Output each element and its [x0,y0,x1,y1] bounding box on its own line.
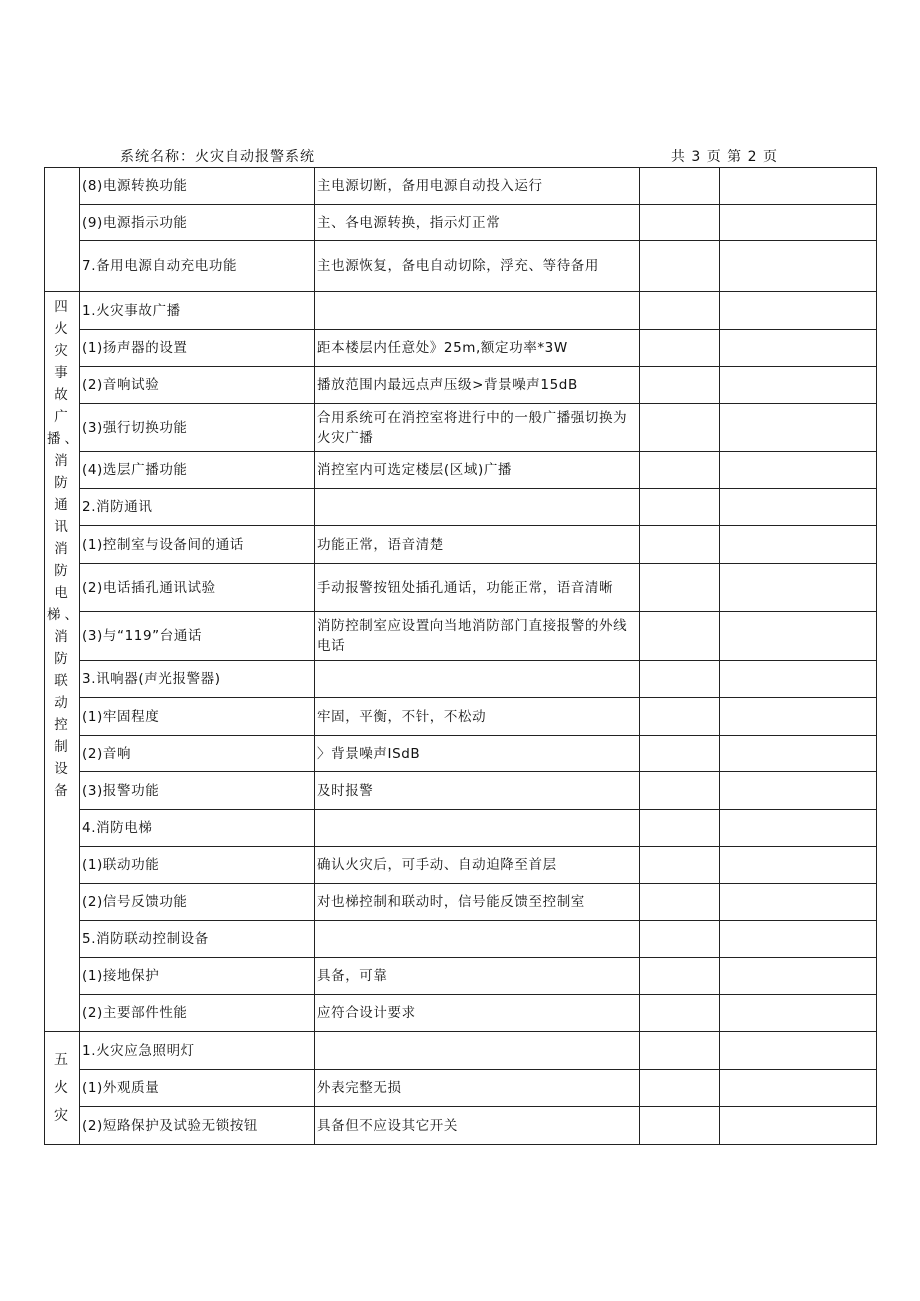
requirement-cell: 手动报警按钮处插孔通话，功能正常，语音清晰 [315,564,640,612]
table-row [45,1032,877,1070]
item-cell: (1)扬声器的设置 [80,330,315,367]
remark-cell[interactable] [720,810,877,847]
result-cell[interactable] [640,736,720,772]
remark-cell[interactable] [720,698,877,736]
item-cell: (1)接地保护 [80,958,315,995]
section-4-label: 四火灾事故广播、消防通讯消防电梯、消防联动控制设备 [47,299,82,799]
table-row [45,330,877,367]
requirement-cell: 具备但不应设其它开关 [315,1107,640,1145]
result-cell[interactable] [640,452,720,489]
requirement-cell: 播放范围内最远点声压级>背景噪声15dB [315,367,640,404]
result-cell[interactable] [640,661,720,698]
remark-cell[interactable] [720,736,877,772]
item-cell: (2)主要部件性能 [80,995,315,1032]
requirement-cell: 牢固，平衡，不针，不松动 [315,698,640,736]
result-cell[interactable] [640,241,720,292]
remark-cell[interactable] [720,1107,877,1145]
requirement-cell: 消控室内可选定楼层(区域)广播 [315,452,640,489]
item-cell: 1.火灾应急照明灯 [80,1032,315,1070]
item-cell: (3)强行切换功能 [80,404,315,452]
requirement-cell: 主电源切断，备用电源自动投入运行 [315,168,640,205]
result-cell[interactable] [640,847,720,884]
inspection-table [44,167,877,1145]
requirement-cell: 主、各电源转换，指示灯正常 [315,205,640,241]
remark-cell[interactable] [720,921,877,958]
item-cell: 1.火灾事故广播 [80,292,315,330]
requirement-cell: 应符合设计要求 [315,995,640,1032]
remark-cell[interactable] [720,526,877,564]
section-4-cell [45,292,80,1032]
remark-cell[interactable] [720,958,877,995]
result-cell[interactable] [640,292,720,330]
requirement-cell: 消防控制室应设置向当地消防部门直接报警的外线电话 [315,612,640,661]
remark-cell[interactable] [720,661,877,698]
requirement-cell: 距本楼层内任意处》25m,额定功率*3W [315,330,640,367]
result-cell[interactable] [640,489,720,526]
result-cell[interactable] [640,612,720,661]
remark-cell[interactable] [720,367,877,404]
remark-cell[interactable] [720,772,877,810]
remark-cell[interactable] [720,489,877,526]
item-cell: (2)音响试验 [80,367,315,404]
requirement-cell [315,1032,640,1070]
table-row [45,921,877,958]
item-cell: (2)电话插孔通讯试验 [80,564,315,612]
table-row [45,1070,877,1107]
item-cell: (2)音响 [80,736,315,772]
result-cell[interactable] [640,995,720,1032]
table-row [45,526,877,564]
remark-cell[interactable] [720,995,877,1032]
item-cell: (4)选层广播功能 [80,452,315,489]
table-row [45,736,877,772]
item-cell: (3)报警功能 [80,772,315,810]
item-cell: (2)短路保护及试验无锁按钮 [80,1107,315,1145]
requirement-cell: 功能正常，语音清楚 [315,526,640,564]
remark-cell[interactable] [720,168,877,205]
requirement-cell [315,921,640,958]
result-cell[interactable] [640,698,720,736]
remark-cell[interactable] [720,404,877,452]
table-row [45,367,877,404]
result-cell[interactable] [640,330,720,367]
table-row [45,489,877,526]
table-row [45,1107,877,1145]
requirement-cell: 及时报警 [315,772,640,810]
table-row [45,772,877,810]
result-cell[interactable] [640,958,720,995]
remark-cell[interactable] [720,884,877,921]
requirement-cell [315,661,640,698]
table-row [45,452,877,489]
remark-cell[interactable] [720,292,877,330]
item-cell: 3.讯响器(声光报警器) [80,661,315,698]
result-cell[interactable] [640,921,720,958]
remark-cell[interactable] [720,241,877,292]
table-row [45,810,877,847]
result-cell[interactable] [640,205,720,241]
requirement-cell [315,292,640,330]
remark-cell[interactable] [720,847,877,884]
requirement-cell: 具备，可靠 [315,958,640,995]
item-cell: 5.消防联动控制设备 [80,921,315,958]
table-row [45,564,877,612]
requirement-cell [315,489,640,526]
item-cell: 4.消防电梯 [80,810,315,847]
table-row [45,884,877,921]
table-row [45,404,877,452]
table-row [45,205,877,241]
section-5-cell [45,1032,80,1145]
item-cell: 7.备用电源自动充电功能 [80,241,315,292]
remark-cell[interactable] [720,1032,877,1070]
result-cell[interactable] [640,564,720,612]
item-cell: (1)牢固程度 [80,698,315,736]
table-row [45,995,877,1032]
system-name: 系统名称：火灾自动报警系统 [120,149,315,165]
table-row [45,661,877,698]
result-cell[interactable] [640,884,720,921]
remark-cell[interactable] [720,1070,877,1107]
table-row [45,292,877,330]
item-cell: (9)电源指示功能 [80,205,315,241]
item-cell: 2.消防通讯 [80,489,315,526]
remark-cell[interactable] [720,205,877,241]
table-row [45,612,877,661]
remark-cell[interactable] [720,612,877,661]
result-cell[interactable] [640,367,720,404]
table-row [45,698,877,736]
remark-cell[interactable] [720,330,877,367]
requirement-cell [315,810,640,847]
requirement-cell: 合用系统可在消控室将进行中的一般广播强切换为火灾广播 [315,404,640,452]
result-cell[interactable] [640,772,720,810]
table-row [45,958,877,995]
remark-cell[interactable] [720,564,877,612]
item-cell: (3)与“119”台通话 [80,612,315,661]
item-cell: (8)电源转换功能 [80,168,315,205]
requirement-cell: 确认火灾后，可手动、自动迫降至首层 [315,847,640,884]
section-cell-prev [45,168,80,292]
result-cell[interactable] [640,404,720,452]
item-cell: (1)外观质量 [80,1070,315,1107]
requirement-cell: 主也源恢复，备电自动切除，浮充、等待备用 [315,241,640,292]
table-row [45,847,877,884]
table-row [45,168,877,205]
remark-cell[interactable] [720,452,877,489]
table-row [45,241,877,292]
section-5-label: 五火灾 [54,1052,72,1124]
requirement-cell: 对也梯控制和联动时，信号能反馈至控制室 [315,884,640,921]
result-cell[interactable] [640,1070,720,1107]
item-cell: (1)联动功能 [80,847,315,884]
page-info: 共 3 页 第 2 页 [670,149,778,165]
result-cell[interactable] [640,168,720,205]
item-cell: (1)控制室与设备间的通话 [80,526,315,564]
result-cell[interactable] [640,810,720,847]
result-cell[interactable] [640,1107,720,1145]
item-cell: (2)信号反馈功能 [80,884,315,921]
result-cell[interactable] [640,1032,720,1070]
requirement-cell: 外表完整无损 [315,1070,640,1107]
requirement-cell: 〉背景噪声ISdB [315,736,640,772]
result-cell[interactable] [640,526,720,564]
